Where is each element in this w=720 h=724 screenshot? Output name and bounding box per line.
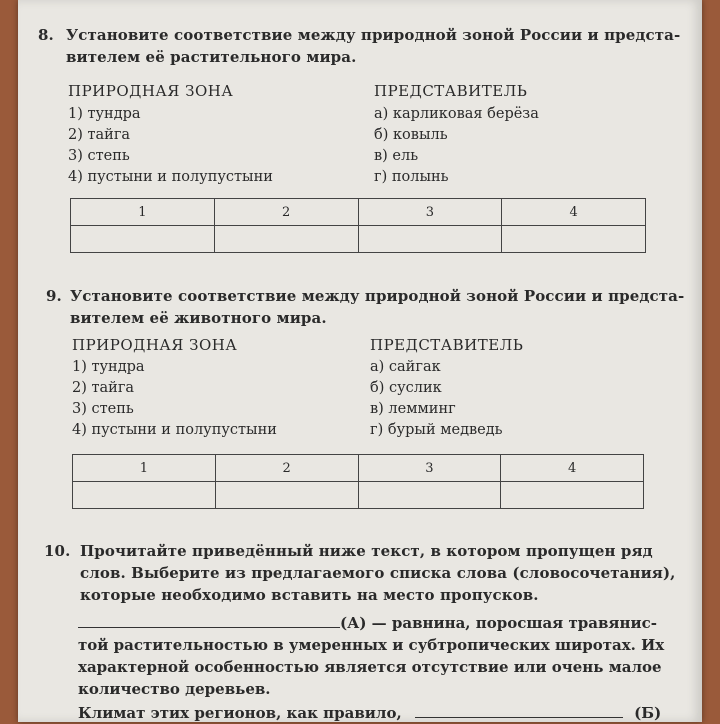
task-9-rep-d: г) бурый медведь [370, 422, 503, 438]
task-8-header-1: 1 [71, 199, 215, 226]
task-8-answer-cell-4[interactable] [502, 226, 646, 253]
task-9-header-4: 4 [501, 455, 644, 482]
task-8-rep-d: г) полынь [374, 169, 449, 185]
task-10-question-line-1: 10. Прочитайте приведённый ниже текст, в котором пропущен ряд [44, 542, 653, 560]
task-9-zone-2: 2) тайга [72, 380, 135, 396]
task-10-para1-line-4: количество деревьев. [78, 680, 271, 698]
task-8-answer-cell-1[interactable] [71, 226, 215, 253]
task-10-para2-line-1: Климат этих регионов, как правило, (Б) [78, 704, 662, 722]
task-9-zone-4: 4) пустыни и полупустыни [72, 422, 277, 438]
task-9-question-line-1: 9. Установите соответствие между природной зоной России и предста- [46, 287, 685, 305]
task-8-zone-2: 2) тайга [68, 127, 131, 143]
task-8-question-line-1: 8. Установите соответствие между природной зоной России и предста- [38, 26, 681, 44]
task-9-answer-cell-4[interactable] [501, 482, 644, 509]
task-9-number: 9. [46, 287, 62, 305]
task-9-header-3: 3 [358, 455, 501, 482]
task-9-zone-1: 1) тундра [72, 359, 145, 375]
blank-b-field[interactable] [415, 703, 623, 718]
task-8-answer-table [70, 198, 646, 253]
task-10-question-line-2: слов. Выберите из предлагаемого списка слова (словосочетания), [80, 564, 676, 582]
task-8-answer-cell-2[interactable] [214, 226, 358, 253]
task-9-rep-b: б) суслик [370, 380, 442, 396]
task-8-header-4: 4 [502, 199, 646, 226]
task-8-header-3: 3 [358, 199, 502, 226]
task-8-rep-c: в) ель [374, 148, 419, 164]
task-10-para1-line-3: характерной особенностью является отсутствие или очень малое [78, 658, 662, 676]
task-8-answer-cell-3[interactable] [358, 226, 502, 253]
task-9-rep-a: а) сайгак [370, 359, 441, 375]
task-9-answer-table [72, 454, 644, 509]
task-8-zone-3: 3) степь [68, 148, 130, 164]
task-9-answer-cell-2[interactable] [215, 482, 358, 509]
task-9-header-2: 2 [215, 455, 358, 482]
worksheet-page [18, 0, 702, 722]
task-8-header-2: 2 [214, 199, 358, 226]
task-9-zone-header: ПРИРОДНАЯ ЗОНА [72, 336, 238, 354]
task-10-number: 10. [44, 542, 71, 560]
task-9-question-line-2: вителем её животного мира. [70, 309, 327, 327]
task-9-rep-c: в) лемминг [370, 401, 456, 417]
task-8-question-line-2: вителем её растительного мира. [66, 48, 357, 66]
task-9-answer-cell-1[interactable] [73, 482, 216, 509]
task-8-rep-a: а) карликовая берёза [374, 106, 539, 122]
task-8-zone-header: ПРИРОДНАЯ ЗОНА [68, 82, 234, 100]
blank-a-field[interactable] [78, 613, 340, 628]
task-8-number: 8. [38, 26, 54, 44]
task-9-representative-header: ПРЕДСТАВИТЕЛЬ [370, 336, 524, 354]
task-8-zone-4: 4) пустыни и полупустыни [68, 169, 273, 185]
task-8-zone-1: 1) тундра [68, 106, 141, 122]
task-9-header-1: 1 [73, 455, 216, 482]
task-8-representative-header: ПРЕДСТАВИТЕЛЬ [374, 82, 528, 100]
task-10-para1-line-2: той растительностью в умеренных и субтропических широтах. Их [78, 636, 665, 654]
task-10-question-line-3: которые необходимо вставить на место пропусков. [80, 586, 539, 604]
task-9-zone-3: 3) степь [72, 401, 134, 417]
task-10-para1-line-1: (А) — равнина, поросшая травянис- [78, 612, 657, 634]
task-8-rep-b: б) ковыль [374, 127, 448, 143]
task-9-answer-cell-3[interactable] [358, 482, 501, 509]
